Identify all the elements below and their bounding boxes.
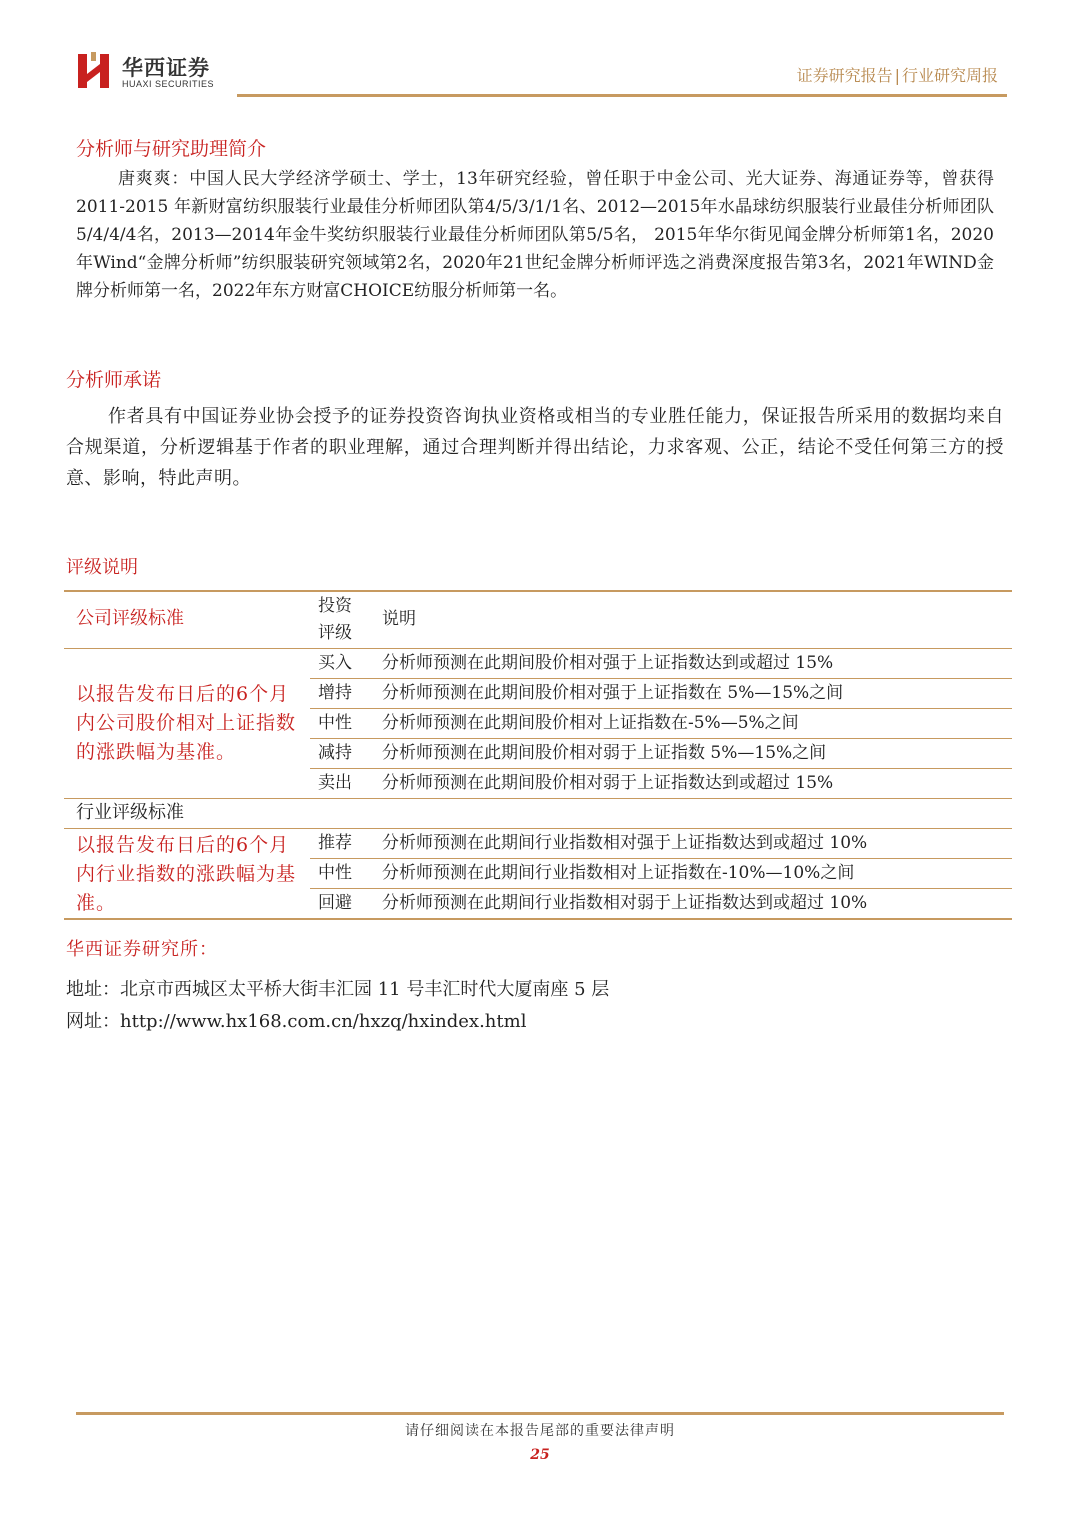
rating-sell-desc: 分析师预测在此期间股价相对弱于上证指数达到或超过 15% bbox=[382, 773, 834, 793]
rating-underweight: 减持 bbox=[318, 743, 352, 763]
rating-neutral-desc: 分析师预测在此期间股价相对上证指数在-5%—5%之间 bbox=[382, 713, 799, 733]
investment-rating-header-line2: 评级 bbox=[318, 623, 352, 643]
rating-overweight-desc: 分析师预测在此期间股价相对强于上证指数在 5%—15%之间 bbox=[382, 683, 844, 703]
rating-recommend-desc: 分析师预测在此期间行业指数相对强于上证指数达到或超过 10% bbox=[382, 833, 868, 853]
company-rating-standard-header: 公司评级标准 bbox=[76, 608, 184, 629]
rating-section-title: 评级说明 bbox=[66, 557, 138, 578]
legal-notice: 请仔细阅读在本报告尾部的重要法律声明 bbox=[405, 1423, 675, 1439]
description-header: 说明 bbox=[382, 609, 416, 629]
page-number: 25 bbox=[530, 1447, 550, 1463]
rating-underweight-desc: 分析师预测在此期间股价相对弱于上证指数 5%—15%之间 bbox=[382, 743, 827, 763]
company-rating-basis: 以报告发布日后的6个月内公司股价相对上证指数的涨跌幅为基准。 bbox=[76, 683, 297, 763]
huaxi-logo-icon bbox=[78, 52, 112, 90]
table-top-rule bbox=[64, 590, 1012, 592]
industry-rating-basis: 以报告发布日后的6个月内行业指数的涨跌幅为基准。 bbox=[76, 834, 297, 914]
rating-overweight: 增持 bbox=[318, 683, 352, 703]
header-rule bbox=[237, 94, 1007, 97]
header-separator: | bbox=[894, 66, 900, 85]
rating-avoid-desc: 分析师预测在此期间行业指数相对弱于上证指数达到或超过 10% bbox=[382, 893, 868, 913]
investment-rating-header-line1: 投资 bbox=[318, 596, 352, 616]
logo-chinese-name: 华西证券 bbox=[122, 56, 210, 80]
section-rule bbox=[64, 798, 1012, 799]
industry-rating-standard-header: 行业评级标准 bbox=[76, 802, 184, 823]
institute-title: 华西证券研究所： bbox=[66, 939, 218, 960]
logo-english-name: HUAXI SECURITIES bbox=[122, 79, 215, 89]
institute-address: 地址：北京市西城区太平桥大街丰汇园 11 号丰汇时代大厦南座 5 层 bbox=[66, 979, 610, 1000]
rating-industry-neutral: 中性 bbox=[318, 863, 352, 883]
report-category bbox=[797, 63, 998, 86]
table-bottom-rule bbox=[64, 918, 1012, 920]
rating-recommend: 推荐 bbox=[318, 833, 352, 853]
rating-buy: 买入 bbox=[318, 653, 352, 673]
footer-rule bbox=[76, 1412, 1004, 1415]
rating-avoid: 回避 bbox=[318, 893, 352, 913]
report-type: 证券研究报告 bbox=[796, 66, 893, 85]
commitment-section-title: 分析师承诺 bbox=[66, 369, 162, 391]
rating-neutral: 中性 bbox=[318, 713, 352, 733]
analyst-section-title: 分析师与研究助理简介 bbox=[76, 138, 267, 160]
rating-industry-neutral-desc: 分析师预测在此期间行业指数相对上证指数在-10%—10%之间 bbox=[382, 863, 855, 883]
commitment-text: 作者具有中国证券业协会授予的证券投资咨询执业资格或相当的专业胜任能力，保证报告所采用的数据均来自合规渠道，分析逻辑基于作者的职业理解，通过合理判断并得出结论，力求客观、公正，结论不受任何第三方的授意、影响，特此声明。 bbox=[66, 406, 1004, 489]
report-subtype: 行业研究周报 bbox=[901, 66, 998, 85]
analyst-bio: 唐爽爽：中国人民大学经济学硕士、学士，13年研究经验，曾任职于中金公司、光大证券、海通证券等，曾获得 2011-2015 年新财富纺织服装行业最佳分析师团队第4/5/3/1/1名、2012—2015年水晶球纺织服装行业最佳分析师团队5/4/4/4名，2013—2014年金牛奖纺织服装行业最佳分析师团队第5/5名， 2015年华尔街见闻金牌分析师第1名，2020年Wind“金牌分析师”纺织服装研究领域第2名，2020年21世纪金牌分析师评选之消费深度报告第3名，2021年WIND金牌分析师第一名，2022年东方财富CHOICE纺服分析师第一名。 bbox=[76, 169, 994, 301]
rating-buy-desc: 分析师预测在此期间股价相对强于上证指数达到或超过 15% bbox=[382, 653, 834, 673]
institute-website[interactable]: 网址：http://www.hx168.com.cn/hxzq/hxindex.html bbox=[66, 1011, 527, 1032]
rating-sell: 卖出 bbox=[318, 773, 352, 793]
